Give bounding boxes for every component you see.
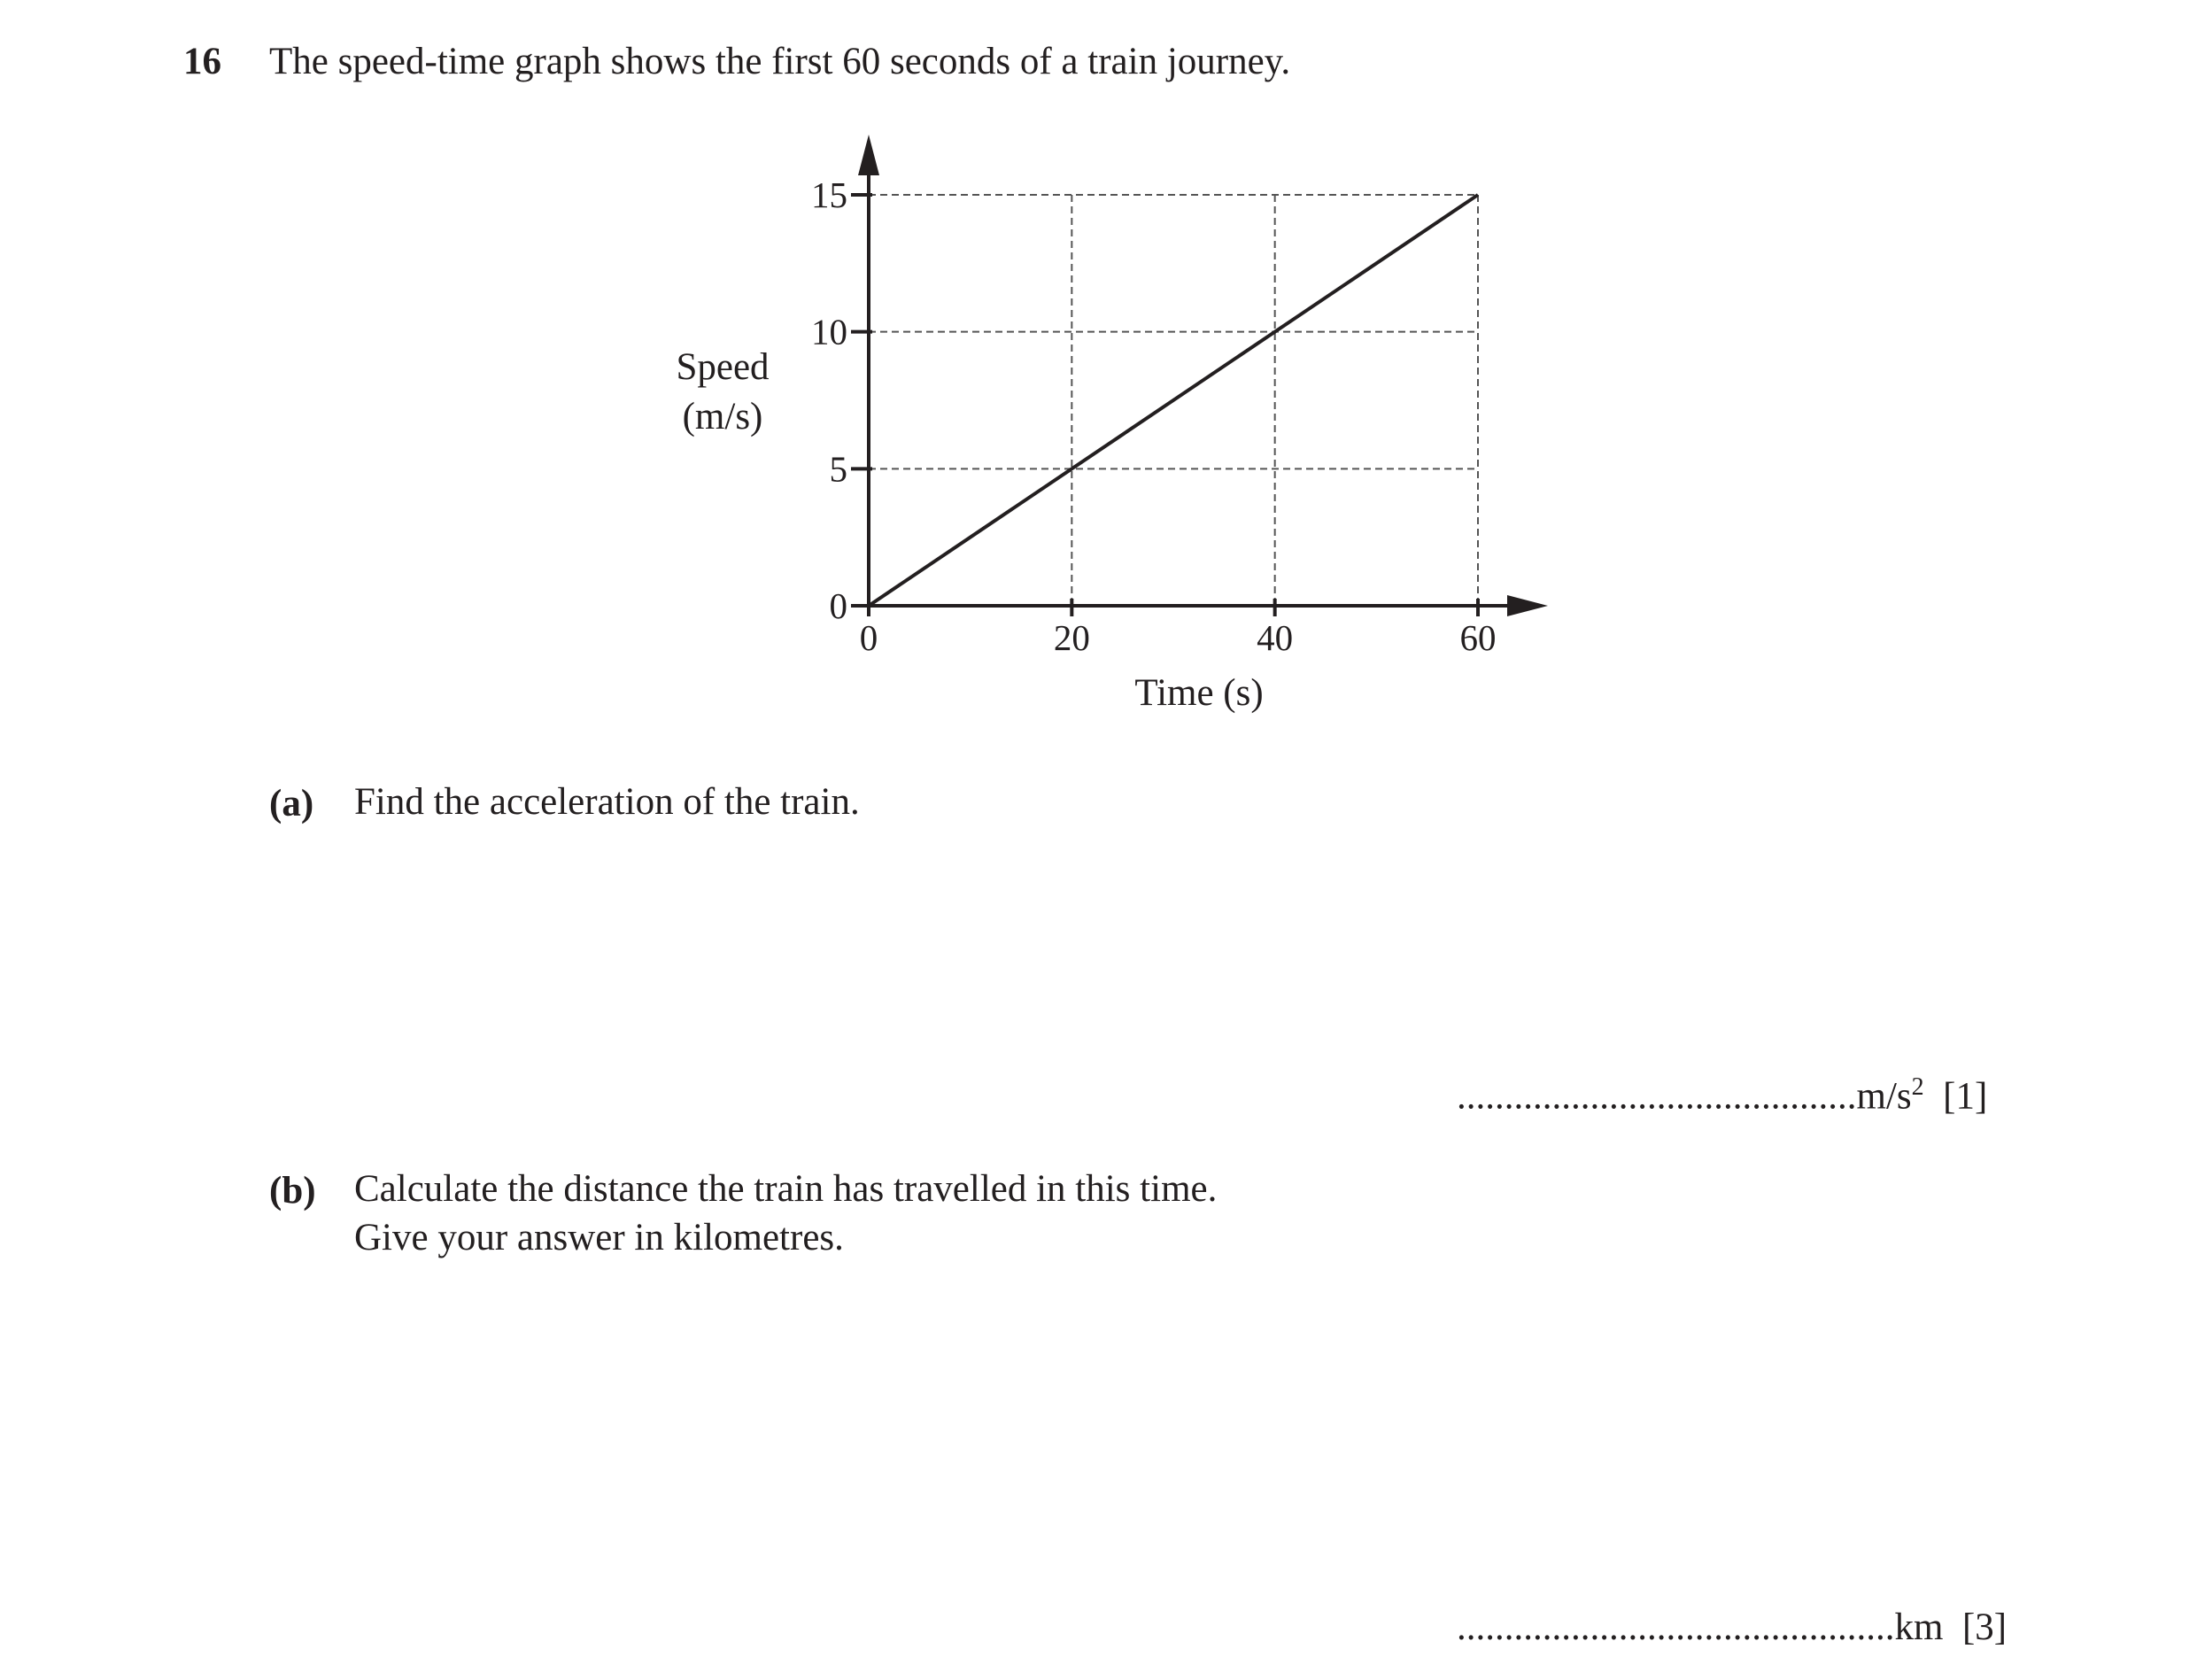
question-number: 16 [183,41,221,82]
y-tick-label: 5 [829,448,847,490]
y-tick-label: 10 [811,311,847,352]
answer-line-b[interactable] [1457,1606,2007,1649]
part-a-text: Find the acceleration of the train. [354,781,860,823]
x-tick-label: 40 [1257,617,1294,658]
data-series [869,195,1478,606]
x-tick-label: 60 [1459,617,1497,658]
x-tick-label: 20 [1053,617,1090,658]
marks-a: [1] [1943,1075,1988,1118]
question-stem: The speed-time graph shows the first 60 seconds of a train journey. [269,41,1291,82]
part-b-label: (b) [269,1170,316,1212]
y-axis-arrowhead [858,135,879,175]
y-tick-label: 0 [829,585,847,626]
x-tick-label: 0 [859,617,878,658]
y-axis-label-line1: Speed [676,346,770,388]
y-axis-label-line2: (m/s) [682,396,763,437]
answer-unit-b: km [1894,1606,1944,1648]
answer-unit-a-exponent: 2 [1911,1073,1924,1101]
answer-line-a[interactable] [1457,1073,1987,1118]
x-axis-label: Time (s) [1134,672,1264,714]
answer-dots-a: .......................................... [1457,1075,1857,1118]
x-axis-arrowhead [1507,595,1548,616]
y-tick-label: 15 [811,174,847,215]
part-b-line1: Calculate the distance the train has travelled in this time. [354,1168,1218,1210]
marks-b: [3] [1961,1606,2007,1648]
answer-unit-a: m/s [1856,1075,1912,1118]
axis-ticks [811,174,1497,658]
series-line [869,195,1478,606]
answer-dots-b: .............................................. [1457,1606,1895,1648]
part-b-line2: Give your answer in kilometres. [354,1217,844,1258]
part-a-label: (a) [269,783,314,825]
